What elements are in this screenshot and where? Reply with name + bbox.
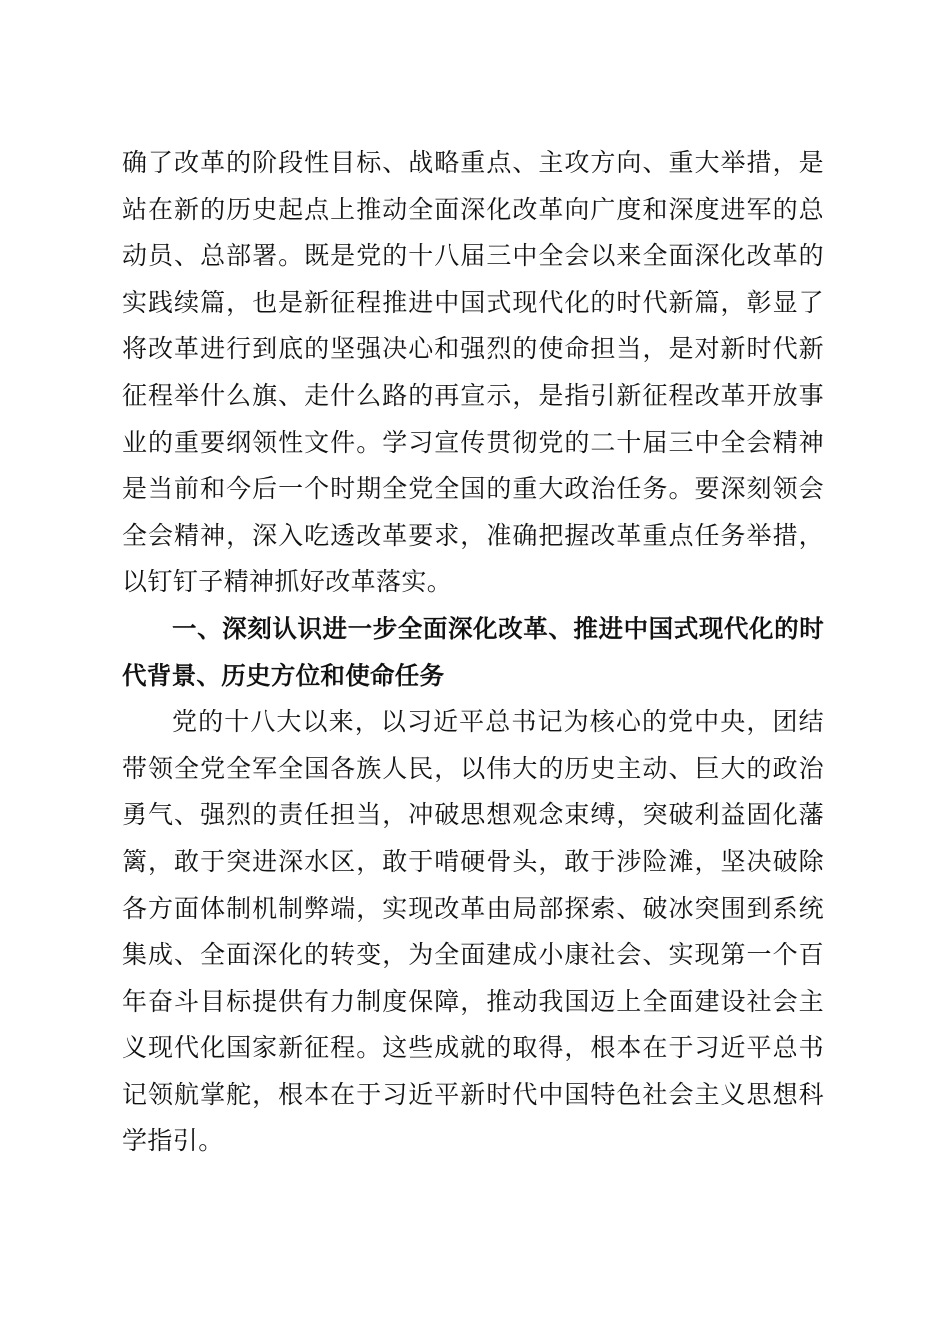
body-paragraph: 党的十八大以来，以习近平总书记为核心的党中央，团结带领全党全军全国各族人民，以伟大的历史主动、巨大的政治勇气、强烈的责任担当，冲破思想观念束缚，突破利益固化藩篱，敢于突进深水区，敢于啃硬骨头，敢于涉险滩，坚决破除各方面体制机制弊端，实现改革由局部探索、破冰突围到系统集成、全面深化的转变，为全面建成小康社会、实现第一个百年奋斗目标提供有力制度保障，推动我国迈上全面建设社会主义现代化国家新征程。这些成就的取得，根本在于习近平总书记领航掌舵，根本在于习近平新时代中国特色社会主义思想科学指引。 bbox=[122, 707, 824, 1156]
document-body bbox=[122, 140, 824, 1165]
body-paragraph-continued: 确了改革的阶段性目标、战略重点、主攻方向、重大举措，是站在新的历史起点上推动全面深化改革向广度和深度进军的总动员、总部署。既是党的十八届三中全会以来全面深化改革的实践续篇，也是新征程推进中国式现代化的时代新篇，彰显了将改革进行到底的坚强决心和强烈的使命担当，是对新时代新征程举什么旗、走什么路的再宣示，是指引新征程改革开放事业的重要纲领性文件。学习宣传贯彻党的二十届三中全会精神是当前和今后一个时期全党全国的重大政治任务。要深刻领会全会精神，深入吃透改革要求，准确把握改革重点任务举措，以钉钉子精神抓好改革落实。 bbox=[122, 148, 824, 597]
section-heading: 一、深刻认识进一步全面深化改革、推进中国式现代化的时代背景、历史方位和使命任务 bbox=[122, 613, 824, 690]
